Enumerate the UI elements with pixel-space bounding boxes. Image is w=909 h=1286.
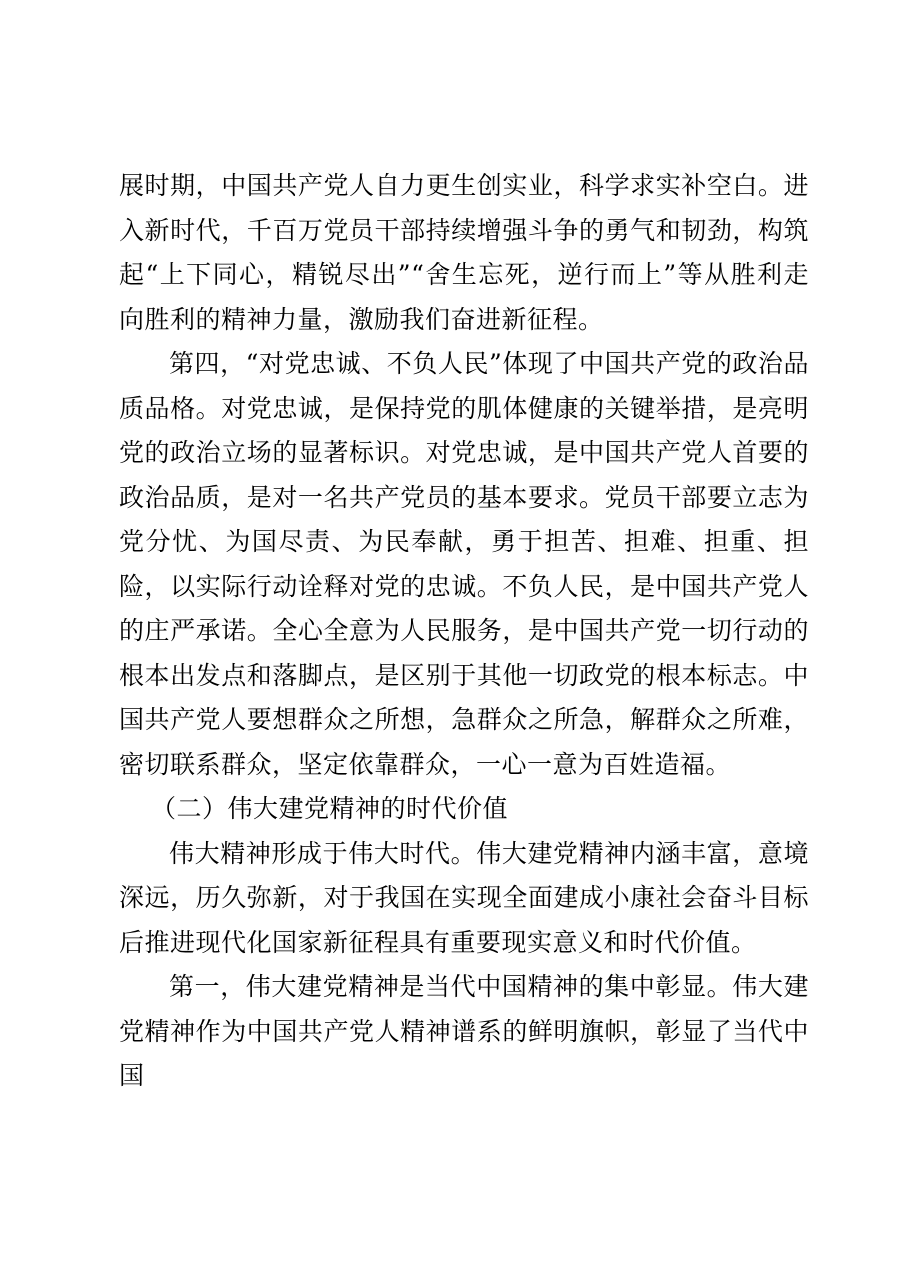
document-body xyxy=(119,164,809,1099)
paragraph-continuation: 展时期，中国共产党人自力更生创实业，科学求实补空白。进入新时代，千百万党员干部持续增强斗争的勇气和韧劲，构筑起“上下同心，精锐尽出”“舍生忘死，逆行而上”等从胜利走向胜利的精神力量，激励我们奋进新征程。 xyxy=(119,171,809,334)
paragraph-fourth-point: 第四，“对党忠诚、不负人民”体现了中国共产党的政治品质品格。对党忠诚，是保持党的肌体健康的关键举措，是亮明党的政治立场的显著标识。对党忠诚，是中国共产党人首要的政治品质，是对一名共产党员的基本要求。党员干部要立志为党分忧、为国尽责、为民奉献，勇于担苦、担难、担重、担险，以实际行动诠释对党的忠诚。不负人民，是中国共产党人的庄严承诺。全心全意为人民服务，是中国共产党一切行动的根本出发点和落脚点，是区别于其他一切政党的根本标志。中国共产党人要想群众之所想，急群众之所急，解群众之所难，密切联系群众，坚定依靠群众，一心一意为百姓造福。 xyxy=(119,349,809,779)
paragraph-first-point: 第一，伟大建党精神是当代中国精神的集中彰显。伟大建党精神作为中国共产党人精神谱系的鲜明旗帜，彰显了当代中国 xyxy=(119,972,809,1090)
paragraph-intro-value: 伟大精神形成于伟大时代。伟大建党精神内涵丰富，意境深远，历久弥新，对于我国在实现全面建成小康社会奋斗目标后推进现代化国家新征程具有重要现实意义和时代价值。 xyxy=(119,838,809,957)
section-heading: （二）伟大建党精神的时代价值 xyxy=(151,794,509,823)
